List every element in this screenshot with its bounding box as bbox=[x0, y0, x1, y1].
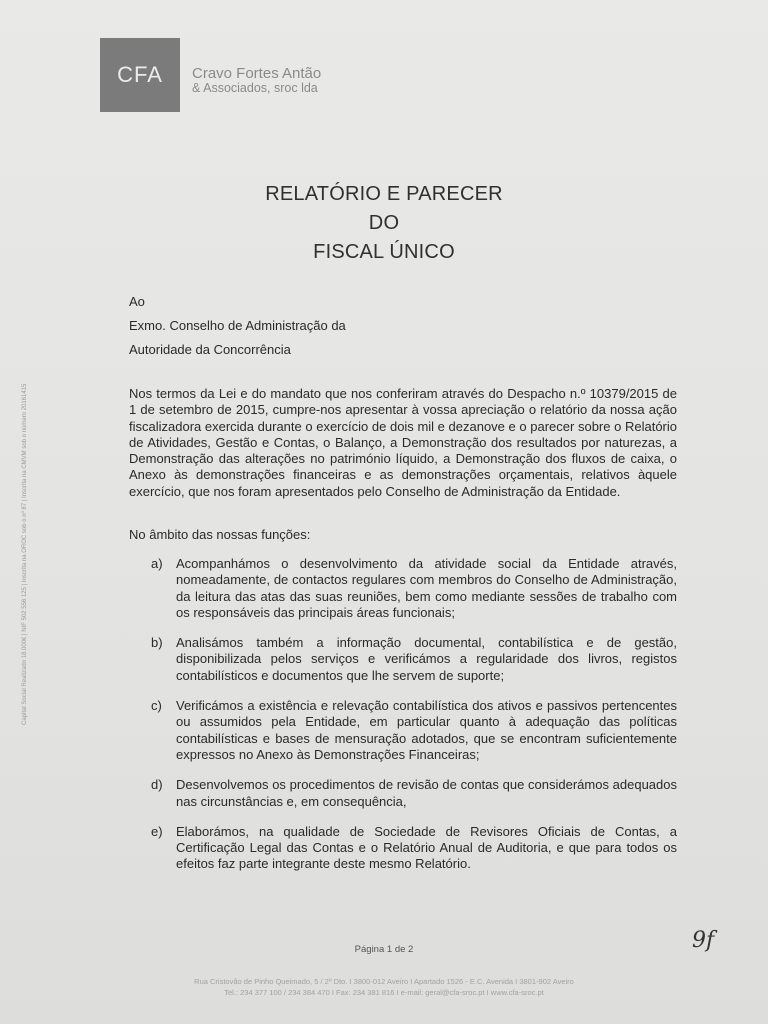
list-item bbox=[151, 556, 677, 621]
title-line-3: FISCAL ÚNICO bbox=[313, 241, 455, 263]
addressee-block bbox=[129, 290, 346, 362]
list-item-text: Acompanhámos o desenvolvimento da atividade social da Entidade através, nomeadamente, de contactos regulares com membros do Conselho de Administração, da leitura das atas das suas reuniões, bem como mediante sessões de trabalho com os responsáveis das principais áreas funcionais; bbox=[176, 556, 677, 620]
list-item-text: Analisámos também a informação documental, contabilística e de gestão, disponibilizada pelos serviços e verificámos a regularidade dos livros, registos contabilísticos e documentos que lhe servem de suporte; bbox=[176, 635, 677, 683]
list-marker: a) bbox=[151, 556, 163, 571]
handwritten-initials: 9f bbox=[692, 928, 715, 953]
list-item-text: Desenvolvemos os procedimentos de revisão de contas que considerámos adequados nas circunstâncias e, em consequência, bbox=[176, 777, 677, 809]
footer-address: Rua Cristovão de Pinho Queimado, 5 / 2º Dto. I 3800-012 Aveiro I Apartado 1526 - E.C. Avenida I 3801-902 Aveiro bbox=[194, 977, 574, 986]
list-marker: b) bbox=[151, 635, 163, 651]
company-logo bbox=[100, 38, 180, 112]
firm-subtitle: & Associados, sroc lda bbox=[192, 81, 318, 95]
list-item-text: Elaborámos, na qualidade de Sociedade de Revisores Oficiais de Contas, a Certificação Legal das Contas e o Relatório Anual de Auditoria, e que para todos os efeitos faz parte integrante deste mesmo Relatório. bbox=[176, 823, 677, 872]
title-line-2: DO bbox=[368, 212, 400, 234]
list-item bbox=[151, 635, 677, 684]
document-title bbox=[0, 180, 768, 267]
list-item bbox=[151, 777, 677, 810]
list-item bbox=[151, 824, 677, 873]
firm-name: Cravo Fortes Antão bbox=[192, 65, 322, 82]
registration-side-note: Capital Social Realizado 18.000€ | NIF 502 556 125 | Inscrita na OROC sob o nº 87 | Inscrita na CMVM sob o número 20161415 bbox=[22, 383, 28, 725]
functions-list bbox=[151, 556, 677, 873]
title-line-1: RELATÓRIO E PARECER bbox=[265, 183, 503, 205]
list-item bbox=[151, 698, 677, 763]
list-marker: e) bbox=[151, 823, 163, 839]
logo-mark: CFA bbox=[117, 62, 163, 87]
addressee-entity: Autoridade da Concorrência bbox=[129, 342, 291, 357]
footer-contact bbox=[0, 976, 768, 998]
list-item-text: Verificámos a existência e relevação contabilística dos ativos e passivos pertencentes ou assumidos pela Entidade, em particular quanto à adequação das políticas contabilísticas e bases de mensuração adotados, que se encontram suficientemente expressos no Anexo às Demonstrações Financeiras; bbox=[176, 698, 677, 762]
footer-contacts: Tel.: 234 377 100 / 234 384 470 I Fax: 234 381 816 I e-mail: geral@cfa-sroc.pt I www.cfa-sroc.pt bbox=[224, 988, 544, 997]
addressee-board: Exmo. Conselho de Administração da bbox=[129, 318, 346, 333]
page-number: Página 1 de 2 bbox=[354, 944, 414, 955]
list-marker: c) bbox=[151, 698, 162, 714]
list-marker: d) bbox=[151, 777, 163, 793]
opening-paragraph: Nos termos da Lei e do mandato que nos conferiram através do Despacho n.º 10379/2015 de 1 de setembro de 2015, cumpre-nos apresentar à vossa apreciação o relatório da nossa ação fiscalizadora exercida durante o exercício de dois mil e dezanove e o parecer sobre o Relatório de Atividades, Gestão e Contas, o Balanço, a Demonstração dos resultados por naturezas, a Demonstração das alterações no património líquido, a Demonstração dos fluxos de caixa, o Anexo às demonstrações financeiras e as demonstrações orçamentais, relativos àquele exercício, que nos foram apresentados pelo Conselho de Administração da Entidade. bbox=[129, 386, 677, 499]
addressee-to: Ao bbox=[129, 294, 145, 309]
firm-name-block bbox=[192, 66, 321, 96]
functions-intro: No âmbito das nossas funções: bbox=[129, 527, 311, 542]
